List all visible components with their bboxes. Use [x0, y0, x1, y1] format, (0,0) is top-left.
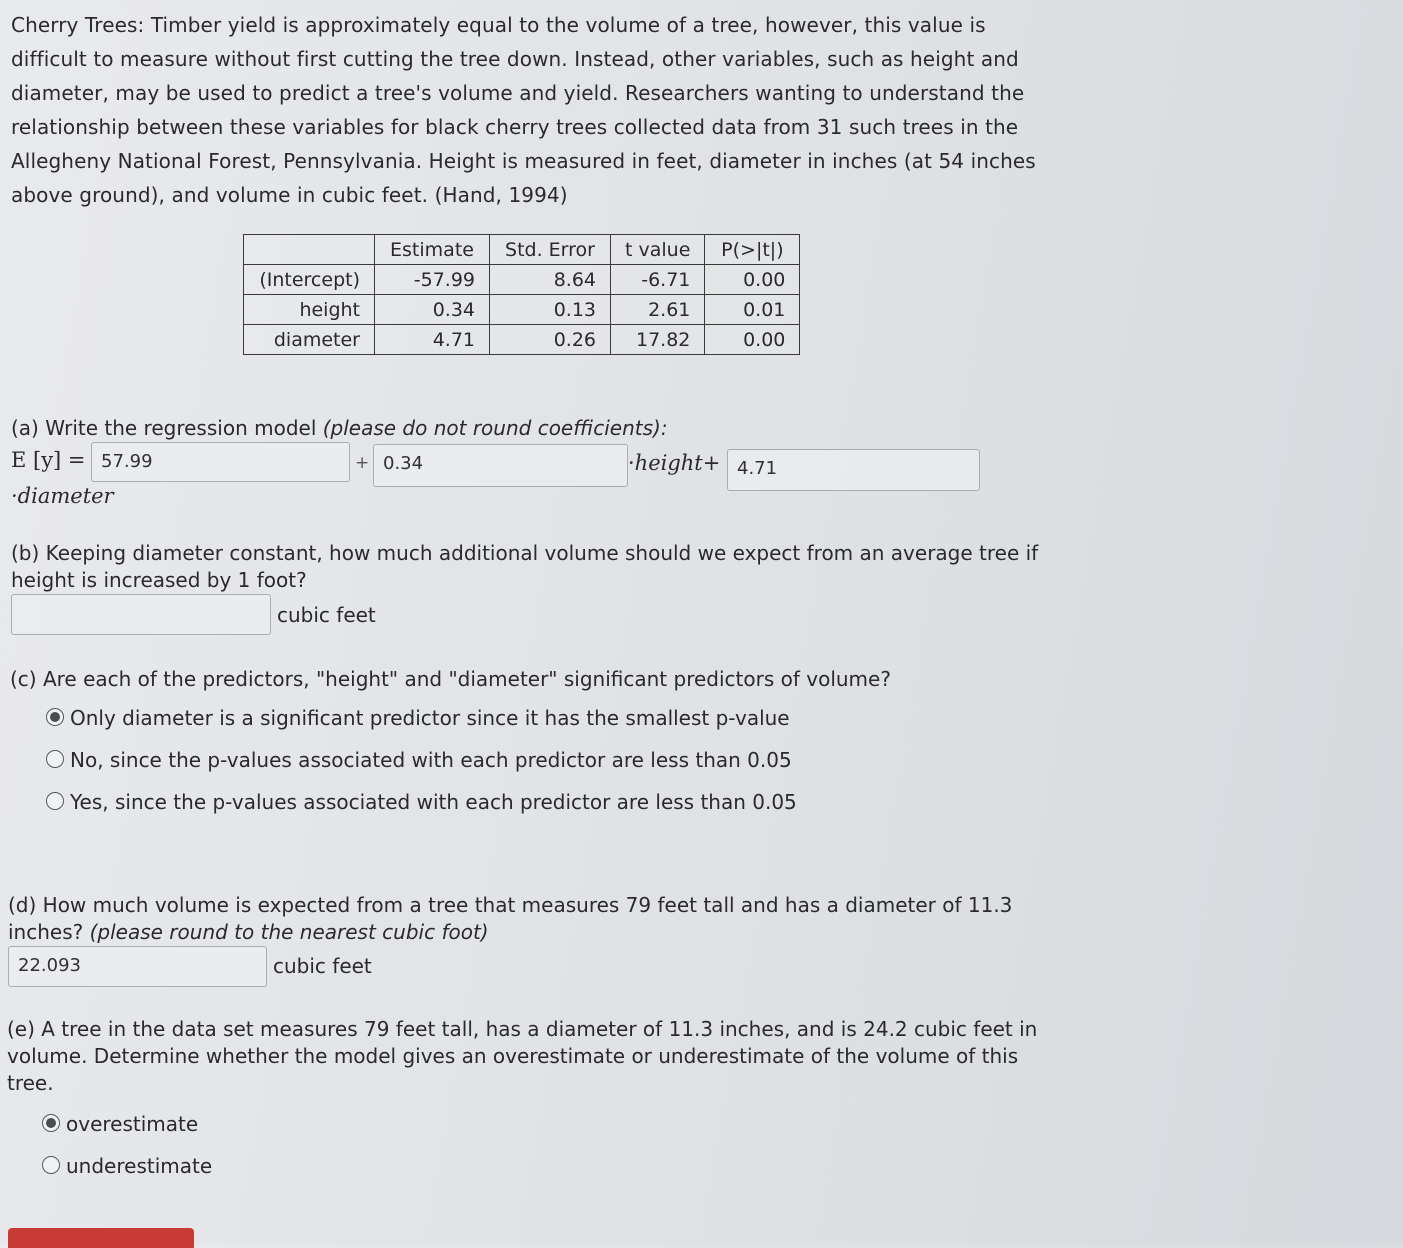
- part-d-line: [8, 919, 1012, 946]
- part-b-prompt: [11, 540, 1038, 594]
- part-b-unit: cubic feet: [277, 603, 376, 627]
- table-cell: 0.34: [375, 295, 490, 325]
- diameter-term-label: ·diameter: [11, 484, 114, 508]
- table-cell: 4.71: [375, 325, 490, 355]
- radio-no[interactable]: [46, 750, 64, 768]
- table-cell: 2.61: [611, 295, 705, 325]
- plus-sign: +: [355, 453, 370, 473]
- height-coefficient-input[interactable]: 0.34: [373, 444, 628, 487]
- part-d-line: (d) How much volume is expected from a tree that measures 79 feet tall and has a diameter of 11.3: [8, 893, 1013, 917]
- option-label[interactable]: underestimate: [66, 1154, 213, 1178]
- table-cell: height: [244, 295, 375, 325]
- radio-yes[interactable]: [46, 792, 64, 810]
- additional-volume-input[interactable]: [11, 594, 271, 635]
- part-e-line: (e) A tree in the data set measures 79 feet tall, has a diameter of 11.3 inches, and is 24.2 cubic feet in: [7, 1017, 1038, 1041]
- part-d-unit: cubic feet: [273, 954, 372, 978]
- table-header-estimate: Estimate: [375, 235, 490, 265]
- table-header-p-value: P(>|t|): [705, 235, 800, 265]
- part-d-line2-italic: (please round to the nearest cubic foot): [89, 920, 489, 944]
- option-label[interactable]: Yes, since the p-values associated with each predictor are less than 0.05: [70, 790, 797, 814]
- intro-paragraph: [11, 8, 1036, 212]
- coefficient-table: [243, 234, 800, 355]
- intro-line: diameter, may be used to predict a tree's volume and yield. Researchers wanting to understand the: [11, 81, 1025, 105]
- table-cell: 0.01: [705, 295, 800, 325]
- table-header-row: [244, 235, 800, 265]
- table-cell: -57.99: [375, 265, 490, 295]
- part-a-prompt-italic: (please do not round coefficients):: [322, 416, 668, 440]
- table-cell: 0.13: [490, 295, 611, 325]
- intro-line: relationship between these variables for black cherry trees collected data from 31 such trees in the: [11, 115, 1019, 139]
- radio-overestimate[interactable]: [42, 1114, 60, 1132]
- option-label[interactable]: Only diameter is a significant predictor since it has the smallest p-value: [70, 706, 790, 730]
- part-b-line: height is increased by 1 foot?: [11, 568, 307, 592]
- table-cell: 0.26: [490, 325, 611, 355]
- table-cell: diameter: [244, 325, 375, 355]
- height-term-label: ·height+: [628, 451, 721, 475]
- intro-line: Allegheny National Forest, Pennsylvania. Height is measured in feet, diameter in inches (at 54 inches: [11, 149, 1036, 173]
- part-e-line: volume. Determine whether the model gives an overestimate or underestimate of the volume of this: [7, 1044, 1019, 1068]
- intercept-input[interactable]: 57.99: [91, 442, 350, 482]
- part-a-prompt-text: (a) Write the regression model: [11, 416, 323, 440]
- part-d-line2-text: inches?: [8, 920, 90, 944]
- part-c-prompt: (c) Are each of the predictors, "height" and "diameter" significant predictors of volume?: [10, 667, 891, 691]
- part-a-prompt: [11, 415, 668, 442]
- expected-value-lhs: E [y] =: [11, 448, 86, 472]
- intro-line: difficult to measure without first cutting the tree down. Instead, other variables, such as height and: [11, 47, 1019, 71]
- table-cell: 0.00: [705, 325, 800, 355]
- table-row: [244, 325, 800, 355]
- table-cell: 8.64: [490, 265, 611, 295]
- part-d-prompt: [8, 892, 1012, 946]
- table-header-t-value: t value: [611, 235, 705, 265]
- expected-volume-input[interactable]: 22.093: [8, 946, 267, 987]
- table-row: [244, 295, 800, 325]
- intro-line: Cherry Trees: Timber yield is approximately equal to the volume of a tree, however, this value is: [11, 13, 986, 37]
- option-label[interactable]: No, since the p-values associated with each predictor are less than 0.05: [70, 748, 792, 772]
- table-header-std-error: Std. Error: [490, 235, 611, 265]
- part-e-prompt: [7, 1016, 1037, 1097]
- table-row: [244, 265, 800, 295]
- radio-only-diameter[interactable]: [46, 708, 64, 726]
- diameter-coefficient-input[interactable]: 4.71: [727, 449, 980, 491]
- intro-line: above ground), and volume in cubic feet. (Hand, 1994): [11, 183, 568, 207]
- table-cell: 0.00: [705, 265, 800, 295]
- table-cell: -6.71: [611, 265, 705, 295]
- table-header-blank: [244, 235, 375, 265]
- radio-underestimate[interactable]: [42, 1156, 60, 1174]
- part-e-line: tree.: [7, 1071, 54, 1095]
- option-label[interactable]: overestimate: [66, 1112, 199, 1136]
- part-b-line: (b) Keeping diameter constant, how much additional volume should we expect from an average tree if: [11, 541, 1039, 565]
- submit-button[interactable]: [8, 1228, 194, 1248]
- table-cell: (Intercept): [244, 265, 375, 295]
- table-cell: 17.82: [611, 325, 705, 355]
